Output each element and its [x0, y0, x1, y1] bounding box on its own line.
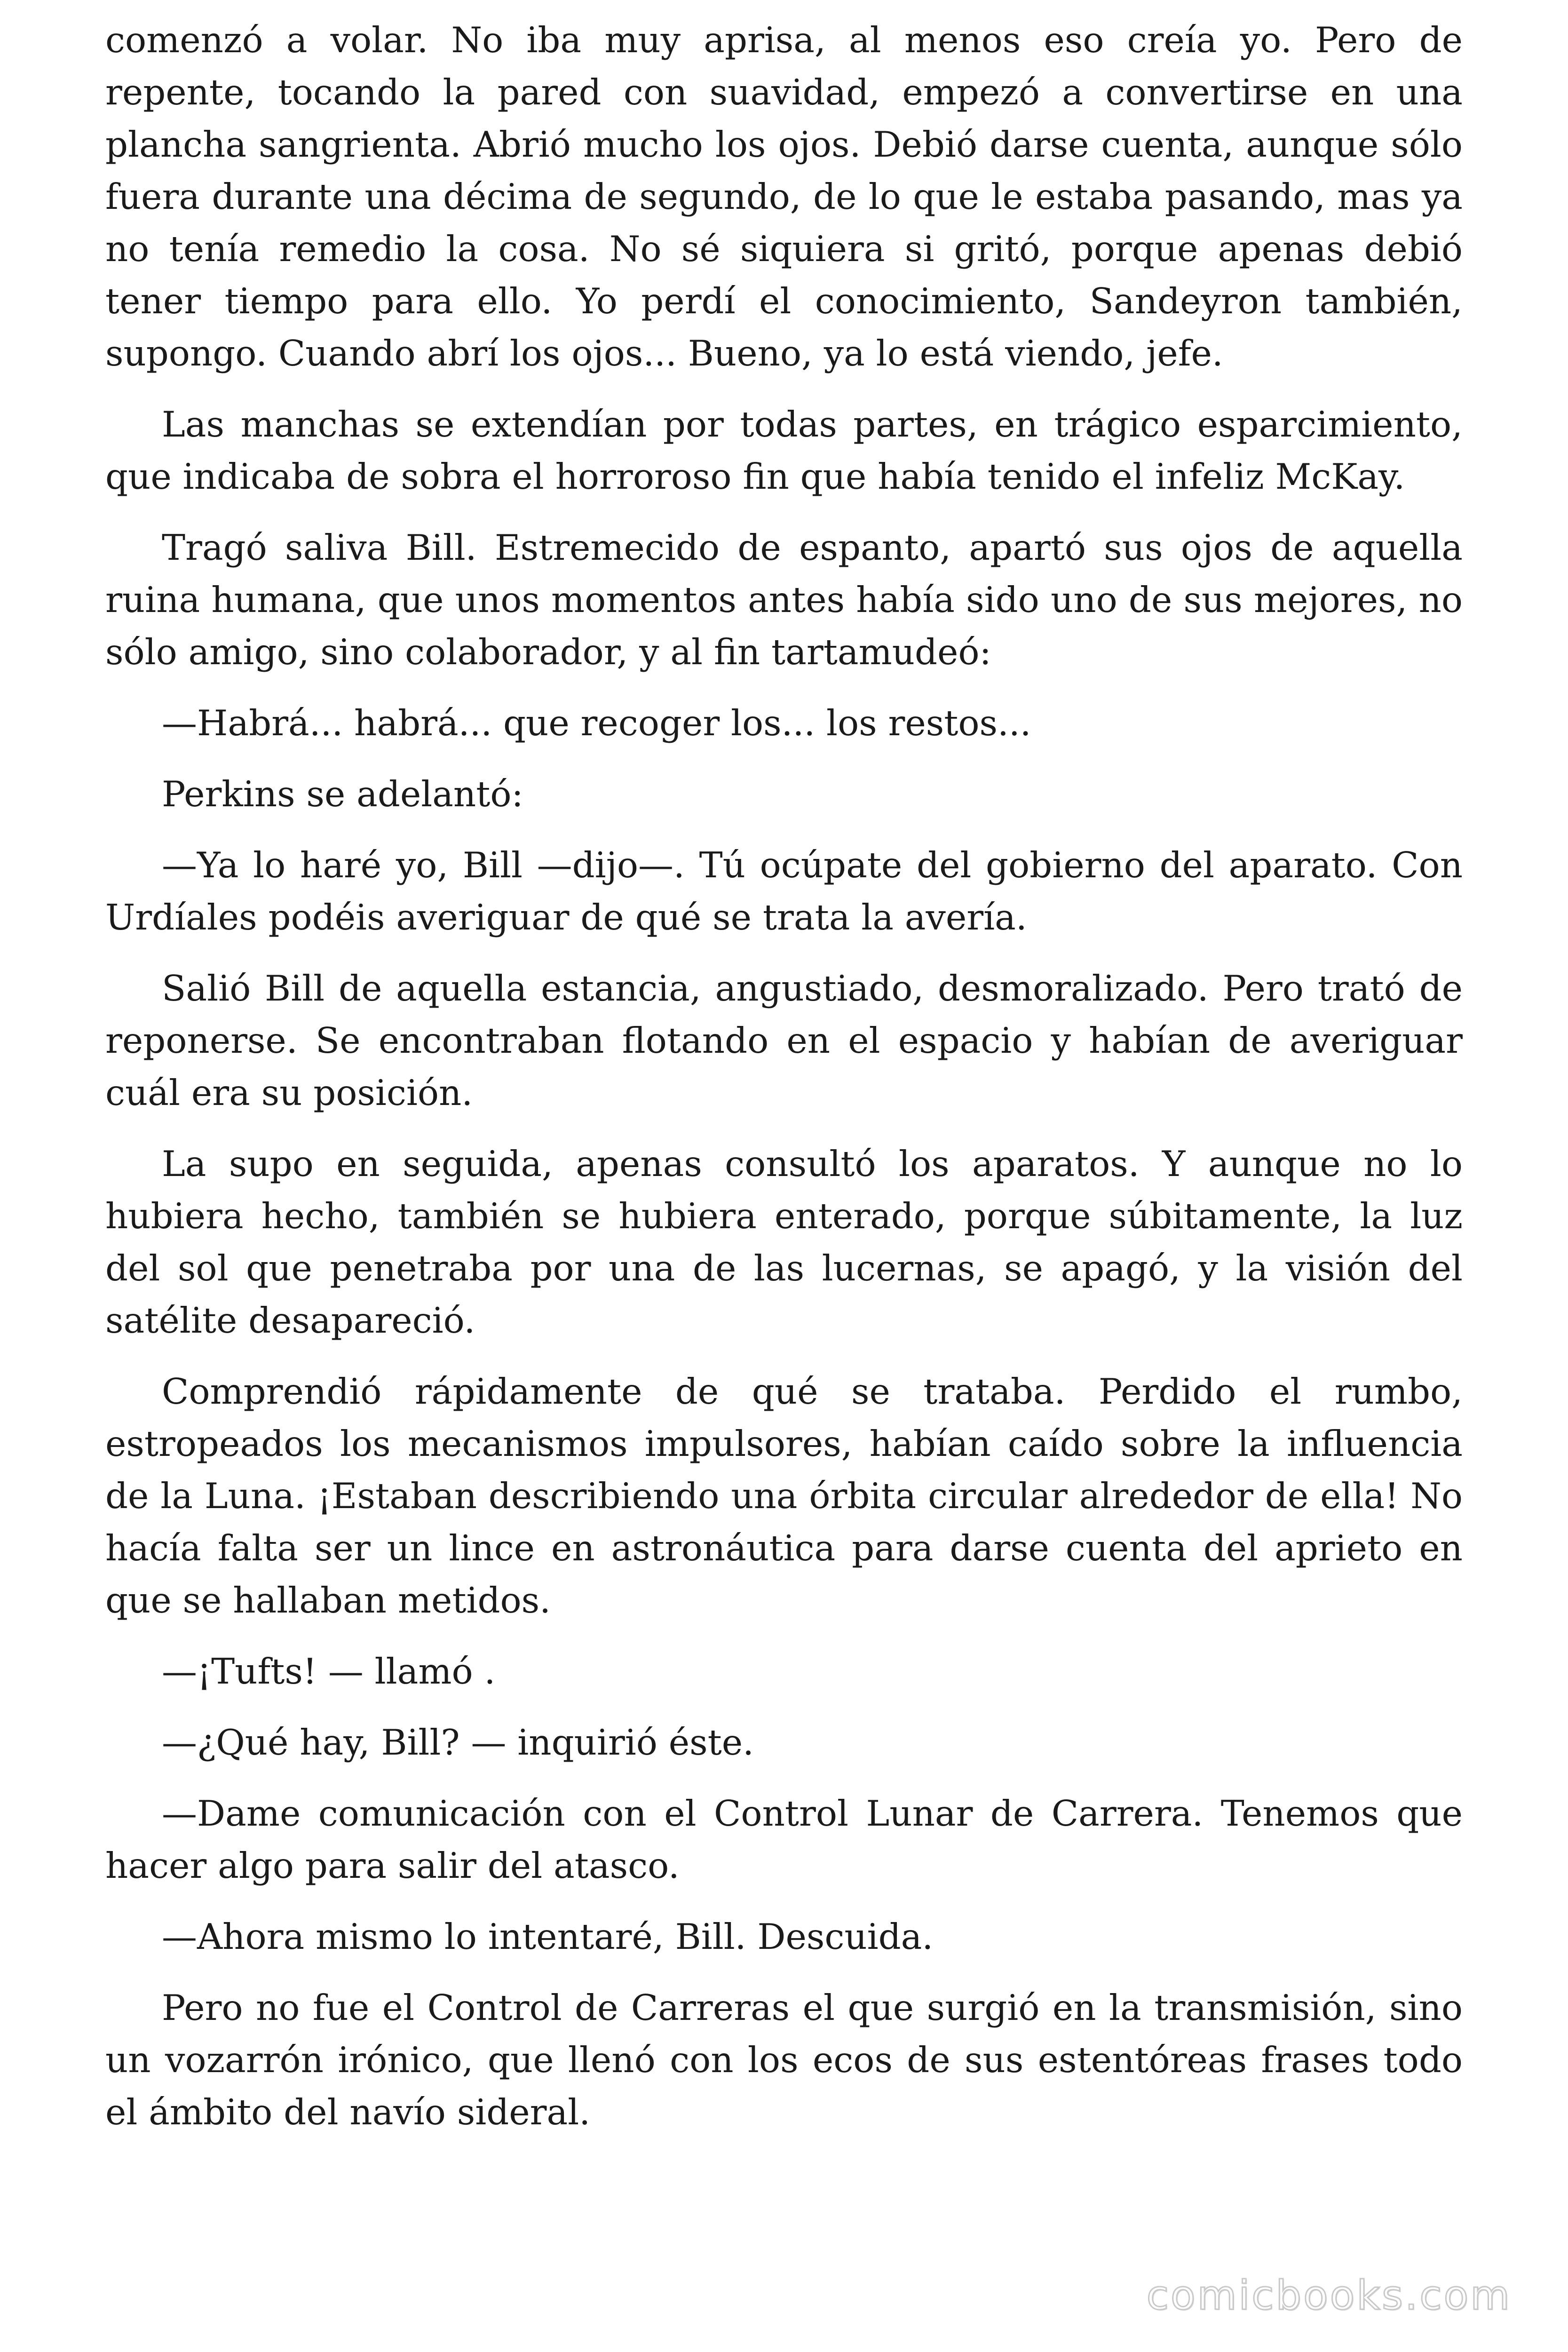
paragraph: Las manchas se extendían por todas partes, en trágico esparcimiento, que indicaba de sobra el horroroso fin que había tenido el infeliz McKay. — [105, 404, 1463, 497]
paragraph: Salió Bill de aquella estancia, angustiado, desmoralizado. Pero trató de reponerse. Se encontraban flotando en el espacio y habían de averiguar cuál era su posición. — [105, 968, 1463, 1113]
dialogue-line: —Dame comunicación con el Control Lunar de Carrera. Tenemos que hacer algo para salir del atasco. — [105, 1793, 1463, 1886]
watermark: comicbooks.com — [1146, 2272, 1512, 2319]
dialogue-line: —Ahora mismo lo intentaré, Bill. Descuida. — [162, 1916, 934, 1957]
dialogue-line: —Habrá... habrá... que recoger los... los restos... — [162, 702, 1031, 744]
paragraph: Pero no fue el Control de Carreras el que surgió en la transmisión, sino un vozarrón irónico, que llenó con los ecos de sus estentóreas frases todo el ámbito del navío sideral. — [105, 1987, 1463, 2133]
page-body — [105, 14, 1463, 2157]
paragraph: La supo en seguida, apenas consultó los aparatos. Y aunque no lo hubiera hecho, también se hubiera enterado, porque súbitamente, la luz del sol que penetraba por una de las lucernas, se apagó, y la visión del satélite desapareció. — [105, 1143, 1463, 1341]
dialogue-line: —Ya lo haré yo, Bill —dijo—. Tú ocúpate del gobierno del aparato. Con Urdíales podéis averiguar de qué se trata la avería. — [105, 844, 1463, 938]
paragraph: Tragó saliva Bill. Estremecido de espanto, apartó sus ojos de aquella ruina humana, que unos momentos antes había sido uno de sus mejores, no sólo amigo, sino colaborador, y al fin tartamudeó: — [105, 527, 1463, 673]
paragraph: Perkins se adelantó: — [162, 773, 523, 815]
dialogue-line: —¿Qué hay, Bill? — inquirió éste. — [162, 1722, 754, 1763]
paragraph: comenzó a volar. No iba muy aprisa, al menos eso creía yo. Pero de repente, tocando la pared con suavidad, empezó a convertirse en una plancha sangrienta. Abrió mucho los ojos. Debió darse cuenta, aunque sólo fuera durante una décima de segundo, de lo que le estaba pasando, mas ya no tenía remedio la cosa. No sé siquiera si gritó, porque apenas debió tener tiempo para ello. Yo perdí el conocimiento, Sandeyron también, supongo. Cuando abrí los ojos... Bueno, ya lo está viendo, jefe. — [105, 19, 1463, 374]
dialogue-line: —¡Tufts! — llamó . — [162, 1651, 496, 1692]
paragraph: Comprendió rápidamente de qué se trataba. Perdido el rumbo, estropeados los mecanismos impulsores, habían caído sobre la influencia de la Luna. ¡Estaban describiendo una órbita circular alrededor de ella! No hacía falta ser un lince en astronáutica para darse cuenta del aprieto en que se hallaban metidos. — [105, 1371, 1463, 1621]
